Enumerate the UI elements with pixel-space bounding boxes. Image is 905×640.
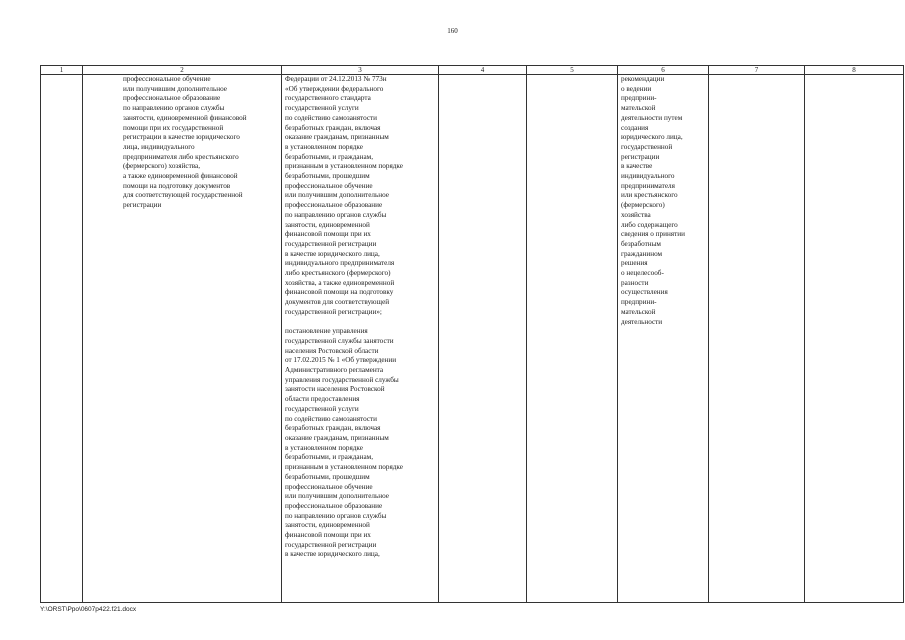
cell-text-line: или получившим дополнительное [285, 492, 389, 501]
table-cell-col-7 [709, 75, 805, 603]
cell-text-line: предприни- [621, 94, 657, 103]
cell-text-line: регистрации [621, 152, 660, 161]
cell-text-line: Федерации от 24.12.2013 № 773н [285, 75, 387, 83]
document-table [40, 65, 904, 603]
cell-text-line: профессиональное образование [123, 94, 221, 103]
column-header-7: 7 [709, 66, 805, 75]
cell-text-line: финансовой помощи при их [285, 531, 371, 540]
cell-text-line: занятости населения Ростовской [285, 385, 385, 394]
cell-text-line: лица, индивидуального [123, 142, 195, 151]
cell-text-line: Административного регламента [285, 366, 384, 375]
cell-text-line: рекомендации [621, 75, 665, 83]
cell-text-line: безработными, и гражданам, [285, 453, 373, 462]
cell-text-line: помощи при их государственной [123, 123, 224, 132]
table-cell-col-3 [282, 75, 439, 603]
cell-text-line: государственной услуги [285, 404, 359, 413]
cell-text-line: по содействию самозанятости [285, 113, 378, 122]
cell-text-line: гражданином [621, 249, 663, 258]
cell-text-line: в качестве [621, 162, 653, 171]
cell-text-line: безработным [621, 239, 661, 248]
cell-text-line: хозяйства, а также единовременной [285, 278, 395, 287]
cell-text-line: безработных граждан, включая [285, 424, 381, 433]
cell-text-line: регистрации [123, 201, 162, 210]
cell-text-line: населения Ростовской области [285, 346, 379, 355]
cell-text-line: области предоставления [285, 395, 360, 404]
cell-text-line: по содействию самозанятости [285, 414, 378, 423]
cell-text-line: финансовой помощи на подготовку [285, 288, 394, 297]
cell-text-line: в качестве юридического лица, [285, 249, 380, 258]
cell-text-line: безработными, прошедшим [285, 172, 370, 181]
table-cell-col-6 [618, 75, 709, 603]
cell-text-line: предпринимателя либо крестьянского [123, 152, 239, 161]
cell-text-line: профессиональное образование [285, 201, 383, 210]
cell-text-line: индивидуального предпринимателя [285, 259, 395, 268]
cell-text-line: деятельности [621, 317, 663, 326]
cell-text-line: безработных граждан, включая [285, 123, 381, 132]
cell-text-line: безработными, и гражданам, [285, 152, 373, 161]
cell-text-line: финансовой помощи при их [285, 230, 371, 239]
cell-text-line: деятельности путем [621, 113, 683, 122]
table-cell-col-1 [41, 75, 83, 603]
cell-text-line: мательской [621, 104, 656, 113]
cell-text-line [285, 318, 438, 328]
cell-text-line: государственной [621, 142, 673, 151]
cell-text-line: постановление управления [285, 327, 368, 336]
cell-text-line: занятости, единовременной [285, 220, 370, 229]
cell-text-line: разности [621, 278, 649, 287]
column-header-1: 1 [41, 66, 83, 75]
column-header-4: 4 [439, 66, 527, 75]
cell-text-line: юридического лица, [621, 133, 683, 142]
cell-text-line: (фермерского) [621, 201, 665, 210]
cell-text-line: для соответствующей государственной [123, 191, 243, 200]
cell-text-line: занятости, единовременной [285, 521, 370, 530]
column-header-3: 3 [282, 66, 439, 75]
cell-text-line: профессиональное обучение [123, 75, 211, 83]
column-header-2: 2 [83, 66, 282, 75]
cell-text-line: государственной регистрации [285, 540, 377, 549]
page-number: 160 [447, 27, 458, 35]
cell-text-line: сведения о принятии [621, 230, 685, 239]
cell-text-line: профессиональное обучение [285, 482, 373, 491]
cell-text-line: государственной службы занятости [285, 336, 394, 345]
column-header-5: 5 [527, 66, 618, 75]
cell-text-line: или получившим дополнительное [123, 84, 227, 93]
cell-text-line: государственной услуги [285, 104, 359, 113]
column-header-6: 6 [618, 66, 709, 75]
cell-text-line: безработными, прошедшим [285, 472, 370, 481]
cell-text-line: оказание гражданам, признанным [285, 133, 389, 142]
cell-text-line: оказание гражданам, признанным [285, 434, 389, 442]
cell-text-line: по направлению органов службы [285, 210, 387, 219]
cell-text-line: либо содержащего [621, 220, 678, 229]
table-cell-col-5 [527, 75, 618, 603]
cell-text-line: создания [621, 123, 649, 132]
cell-text-line: хозяйства [621, 210, 651, 219]
cell-text-line: «Об утверждении федерального [285, 84, 384, 93]
cell-text-line: в качестве юридического лица, [285, 550, 380, 559]
cell-text-line: в установленном порядке [285, 142, 363, 151]
file-path-footer: Y:\ORST\Ppo\0607p422.f21.docx [40, 606, 137, 613]
cell-text-line: от 17.02.2015 № 1 «Об утверждении [285, 356, 397, 365]
cell-text-line: регистрации в качестве юридического [123, 133, 240, 142]
cell-text-line: (фермерского) хозяйства, [123, 162, 201, 171]
cell-text-line: документов для соответствующей [285, 298, 390, 307]
table-cell-col-4 [439, 75, 527, 603]
cell-text-line: признанным в установленном порядке [285, 463, 403, 472]
cell-text-line: а также единовременной финансовой [123, 172, 238, 181]
cell-text-line: управления государственной службы [285, 375, 399, 384]
cell-text-line: предприни- [621, 298, 657, 307]
cell-text-line: или крестьянского [621, 191, 678, 200]
cell-text-line: профессиональное обучение [285, 181, 373, 190]
cell-text-line: мательской [621, 307, 656, 316]
cell-text-line: решения [621, 259, 648, 268]
header-row [41, 66, 904, 75]
table-cell-col-2 [83, 75, 282, 603]
cell-text-line: по направлению органов службы [123, 104, 225, 113]
cell-text-line: индивидуального [621, 172, 675, 181]
cell-text-line: о ведении [621, 84, 652, 93]
cell-text-line: профессиональное образование [285, 501, 383, 510]
cell-text-line: предпринимателя [621, 181, 675, 190]
cell-text-line: о нецелесооб- [621, 269, 664, 278]
table-row [41, 75, 904, 603]
cell-text-line: или получившим дополнительное [285, 191, 389, 200]
table-cell-col-8 [805, 75, 904, 603]
cell-text-line: государственной регистрации»; [285, 307, 382, 316]
cell-text-line: либо крестьянского (фермерского) [285, 269, 391, 278]
column-header-8: 8 [805, 66, 904, 75]
cell-text-line: в установленном порядке [285, 443, 363, 452]
cell-text-line: занятости, единовременной финансовой [123, 113, 247, 122]
cell-text-line: по направлению органов службы [285, 511, 387, 520]
cell-text-line: государственной регистрации [285, 239, 377, 248]
cell-text-line: государственного стандарта [285, 94, 371, 103]
cell-text-line: признанным в установленном порядке [285, 162, 403, 171]
cell-text-line: помощи на подготовку документов [123, 181, 231, 190]
cell-text-line: осуществления [621, 288, 668, 297]
